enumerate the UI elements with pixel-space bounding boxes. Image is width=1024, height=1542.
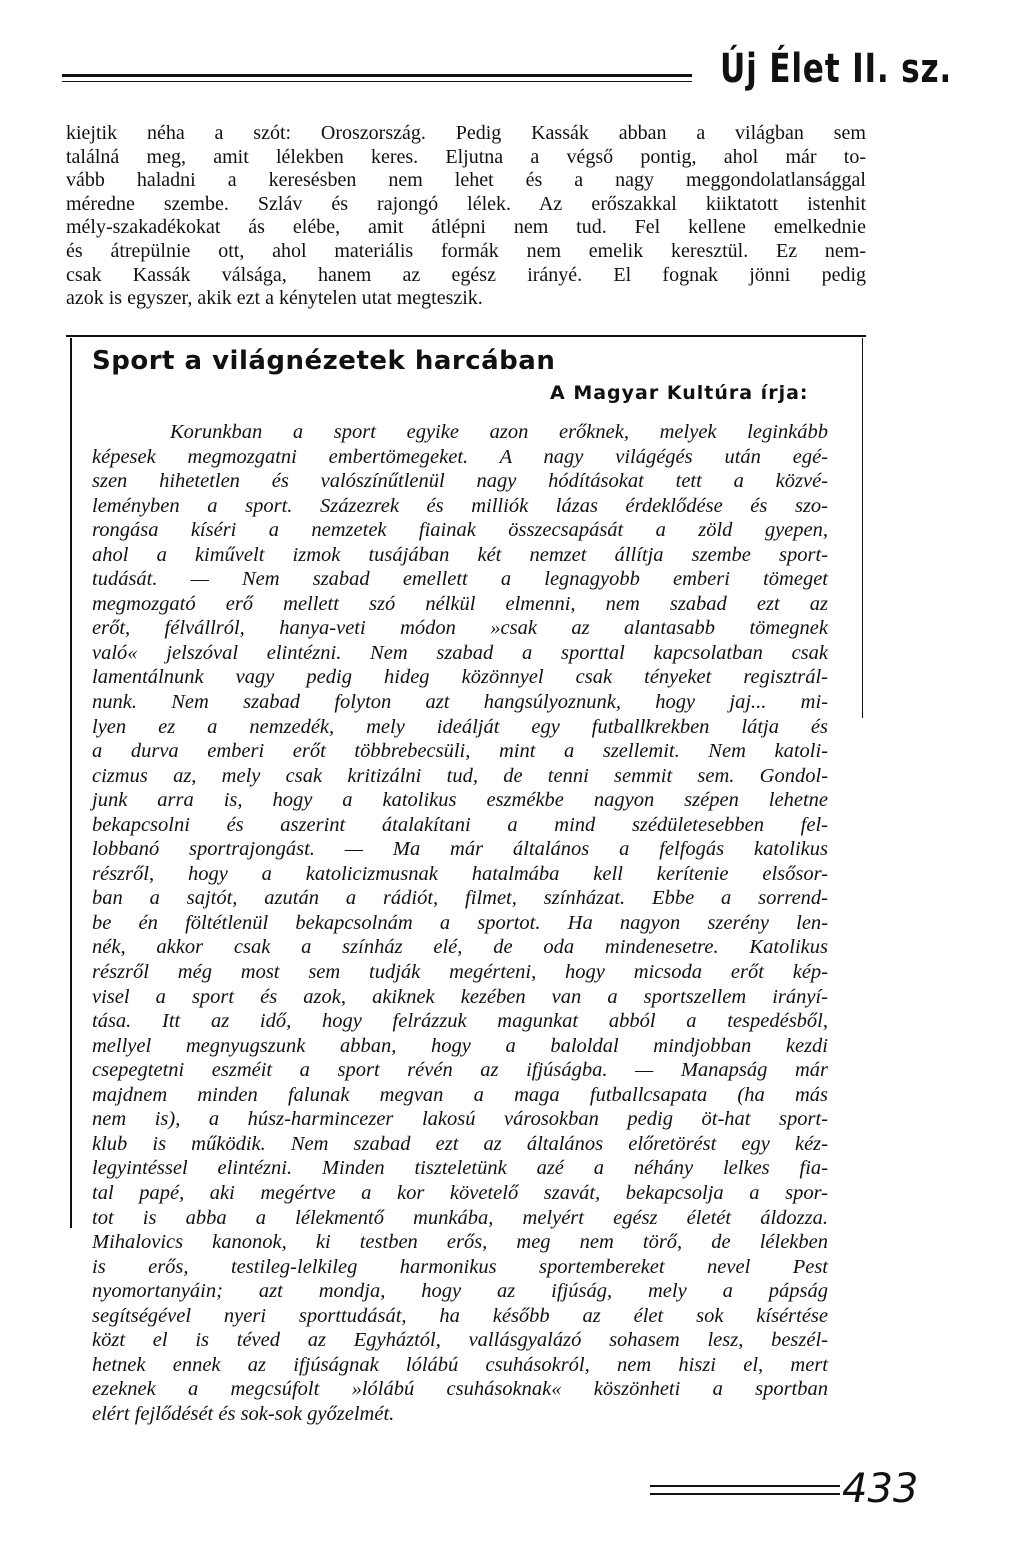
text-line: vább haladni a keresésben nem lehet és a nagy meggondolatlansággal (66, 169, 866, 192)
text-line: lobbanó sportrajongást. — Ma már általános a felfogás katolikus (92, 838, 828, 861)
text-line: junk arra is, hogy a katolikus eszmékbe nagyon szépen lehetne (92, 789, 828, 812)
text-line: mély-szakadékokat ás elébe, amit átlépni nem tud. Fel kellene emelkednie (66, 216, 866, 239)
article-byline: A Magyar Kultúra írja: (550, 382, 809, 404)
text-line: lamentálnunk vagy pedig hideg közönnyel csak tényeket regisztrál- (92, 666, 828, 689)
text-line: tudását. — Nem szabad emellett a legnagyobb emberi tömeget (92, 568, 828, 591)
text-line: csak Kassák válsága, hanem az egész irányé. El fognak jönni pedig (66, 263, 866, 286)
continued-paragraph (66, 122, 866, 311)
header-rule (62, 74, 692, 77)
text-line: szen hihetetlen és valószínűtlenül nagy hódításokat tett a közvé- (92, 470, 828, 493)
text-line: megmozgató erő mellett szó nélkül elmenni, nem szabad ezt az (92, 592, 828, 615)
footer-rule-lower (650, 1493, 840, 1495)
text-line: klub is működik. Nem szabad ezt az általános előretörést egy kéz- (92, 1132, 828, 1155)
text-line: visel a sport és azok, akiknek kezében van a sportszellem irányí- (92, 985, 828, 1008)
text-line: csepegtetni eszméit a sport révén az ifjúságba. — Manapság már (92, 1059, 828, 1082)
article-headline: Sport a világnézetek harcában (92, 346, 556, 376)
text-line: nyomortanyáin; azt mondja, hogy az ifjúság, mely a pápság (92, 1280, 828, 1303)
text-line: segítségével nyeri sporttudását, ha később az élet sok kísértése (92, 1304, 828, 1327)
text-line: leményben a sport. Százezrek és milliók lázas érdeklődése és szo- (92, 494, 828, 517)
text-line: erőt, félvállról, hanyа-veti módon »csak az alantasabb tömegnek (92, 617, 828, 640)
text-line: tása. Itt az idő, hogy felrázzuk magunkat abból a tespedésből, (92, 1010, 828, 1033)
text-line: cizmus az, mely csak kritizálni tud, de tenni semmit sem. Gondol- (92, 764, 828, 787)
text-line: tot is abba a lélekmentő munkába, melyért egész életét áldozza. (92, 1206, 828, 1229)
text-line: nék, akkor csak a színház elé, de oda mindenesetre. Katolikus (92, 936, 828, 959)
header-rule-thin (62, 81, 692, 82)
text-line: be én föltétlenül bekapcsolnám a sportot. Ha nagyon szerény len- (92, 911, 828, 934)
text-line: való« jelszóval elintézni. Nem szabad a sporttal kapcsolatban csak (92, 641, 828, 664)
text-line: is erős, testileg-lelkileg harmonikus sportembereket nevel Pest (92, 1255, 828, 1278)
text-line: közt el is téved az Egyháztól, vallásgyalázó sohasem lesz, beszél- (92, 1329, 828, 1352)
text-line: lyen ez a nemzedék, mely ideálját egy futballkrekben látja és (92, 715, 828, 738)
text-line: ban a sajtót, azután a rádiót, filmet, színházat. Ebbe a sorrend- (92, 887, 828, 910)
journal-title: Új Élet II. sz. (720, 46, 953, 92)
text-line: méredne szembe. Szláv és rajongó lélek. Az erőszakkal kiiktatott istenhit (66, 192, 866, 215)
text-line: nunk. Nem szabad folyton azt hangsúlyoznunk, hogy jaj... mi- (92, 691, 828, 714)
text-line: azok is egyszer, akik ezt a kénytelen utat megteszik. (66, 287, 483, 310)
article-left-border (70, 338, 72, 1228)
text-line: rongása kíséri a nemzetek fiainak összecsapását a zöld gyepen, (92, 519, 828, 542)
footer-rule (650, 1485, 840, 1487)
text-line: majdnem minden falunak megvan a maga futballcsapata (ha más (92, 1083, 828, 1106)
text-line: ahol a kiművelt izmok tusájában két nemzet állítja szembe sport- (92, 543, 828, 566)
text-line: tal papé, aki megértve a kor követelő szavát, bekapcsolja a spor- (92, 1181, 828, 1204)
article-right-border (862, 338, 863, 718)
text-line: és átrepülnie ott, ahol materiális formák nem emelik keresztül. Ez nem- (66, 239, 866, 262)
text-line: nem is), a húsz-harmincezer lakosú városokban pedig öt-hat sport- (92, 1108, 828, 1131)
text-line: részről, hogy a katolicizmusnak hatalmába kell kerítenie elsősor- (92, 862, 828, 885)
text-line: elért fejlődését és sok-sok győzelmét. (92, 1402, 395, 1425)
page-number: 433 (842, 1466, 919, 1512)
text-line: részről még most sem tudják megérteni, hogy micsoda erőt kép- (92, 961, 828, 984)
text-line: legyintéssel elintézni. Minden tiszteletünk azé a néhány lelkes fia- (92, 1157, 828, 1180)
text-line: kiejtik néha a szót: Oroszország. Pedig Kassák abban a világban sem (66, 122, 866, 144)
text-line: mellyel megnyugszunk abban, hogy a baloldal mindjobban kezdi (92, 1034, 828, 1057)
text-line: képesek megmozgatni embertömegeket. A nagy világégés után egé- (92, 445, 828, 468)
article-body (92, 420, 828, 1426)
section-divider (66, 335, 866, 337)
text-line: Korunkban a sport egyike azon erőknek, melyek leginkább (170, 421, 828, 443)
text-line: ezeknek a megcsúfolt »lólábú csuhásoknak« köszönheti a sportban (92, 1378, 828, 1401)
text-line: hetnek ennek az ifjúságnak lólábú csuhásokról, nem hiszi el, mert (92, 1353, 828, 1376)
text-line: bekapcsolni és aszerint átalakítani a mind szédületesebben fel- (92, 813, 828, 836)
text-line: Mihalovics kanonok, ki testben erős, meg nem törő, de lélekben (92, 1231, 828, 1254)
text-line: találná meg, amit lélekben keres. Eljutna a végső pontig, ahol már to- (66, 145, 866, 168)
text-line: a durva emberi erőt többrebecsüli, mint a szellemit. Nem katoli- (92, 740, 828, 763)
